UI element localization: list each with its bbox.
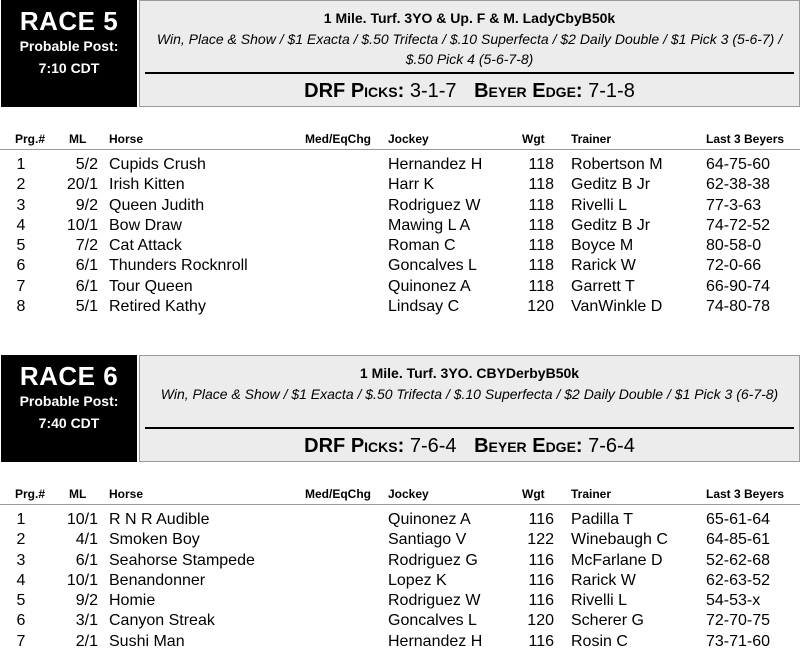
col-wgt: Wgt — [522, 132, 545, 146]
entry-trainer: Rivelli L — [571, 196, 628, 214]
entry-prg: 2 — [16, 176, 26, 194]
race-info-panel — [139, 355, 800, 462]
entry-ml: 5/1 — [75, 298, 98, 316]
entry-horse: Irish Kitten — [109, 176, 185, 194]
entry-trainer: Rosin C — [571, 632, 628, 650]
entry-wgt: 118 — [528, 257, 554, 275]
entry-ml: 2/1 — [75, 632, 98, 650]
entry-last-beyers: 72-0-66 — [706, 257, 762, 275]
entry-ml: 6/1 — [75, 257, 98, 275]
entry-jockey: Rodriguez W — [388, 592, 481, 610]
beyer-edge-value: 7-1-8 — [588, 80, 635, 102]
entry-wgt: 118 — [528, 216, 554, 234]
col-prg: Prg.# — [15, 487, 46, 501]
entry-prg: 4 — [16, 216, 26, 234]
drf-picks-value: 3-1-7 — [409, 80, 457, 102]
beyer-label: Beyer — [474, 435, 527, 457]
race-number: RACE 5 — [19, 6, 119, 36]
entry-horse: Tour Queen — [109, 277, 193, 295]
col-horse: Horse — [109, 132, 144, 146]
entry-trainer: Garrett T — [571, 277, 635, 295]
entry-horse: Canyon Streak — [109, 612, 215, 630]
table-row — [0, 530, 800, 550]
entry-prg: 7 — [16, 277, 26, 295]
entry-prg: 5 — [16, 592, 26, 610]
entry-trainer: Rarick W — [571, 257, 636, 275]
drf-label: DRF — [304, 80, 346, 102]
entry-prg: 3 — [16, 196, 26, 214]
race-wagers: Win, Place & Show / $1 Exacta / $.50 Trifecta / $.10 Superfecta / $2 Daily Double / $1 Pick 3 (6-7-8) — [160, 386, 779, 402]
entry-prg: 8 — [16, 298, 26, 316]
divider — [145, 427, 794, 429]
entry-last-beyers: 80-58-0 — [706, 237, 762, 255]
probable-post-label: Probable Post: — [19, 38, 119, 54]
entry-ml: 4/1 — [75, 531, 98, 549]
entry-last-beyers: 74-72-52 — [706, 216, 771, 234]
entry-wgt: 116 — [528, 632, 554, 650]
beyer-edge-value: 7-6-4 — [588, 435, 635, 457]
picks-line — [140, 79, 799, 103]
entry-ml: 5/2 — [75, 156, 98, 173]
entry-wgt: 122 — [527, 531, 554, 549]
entry-trainer: VanWinkle D — [571, 298, 663, 316]
col-last-beyers: Last 3 Beyers — [706, 487, 785, 501]
race-header — [0, 355, 800, 462]
entry-wgt: 116 — [528, 571, 554, 589]
entry-jockey: Rodriguez G — [388, 551, 478, 569]
entry-horse: Smoken Boy — [109, 531, 200, 549]
entry-last-beyers: 62-63-52 — [706, 571, 771, 589]
race-header — [0, 0, 800, 107]
entry-jockey: Roman C — [388, 237, 456, 255]
entry-horse: Homie — [109, 592, 156, 610]
post-time: 7:10 CDT — [38, 60, 100, 76]
entry-jockey: Hernandez H — [388, 156, 483, 173]
entry-last-beyers: 62-38-38 — [706, 176, 771, 194]
entry-ml: 9/2 — [75, 196, 98, 214]
col-trainer: Trainer — [571, 487, 612, 501]
entry-jockey: Mawing L A — [388, 216, 471, 234]
table-row — [0, 175, 800, 195]
entry-ml: 7/2 — [75, 237, 98, 255]
entry-horse: Bow Draw — [109, 216, 182, 234]
col-wgt: Wgt — [522, 487, 545, 501]
entry-trainer: Rivelli L — [571, 592, 628, 610]
table-row — [0, 196, 800, 216]
entry-wgt: 118 — [528, 237, 554, 255]
entry-ml: 3/1 — [75, 612, 98, 630]
entry-horse: Queen Judith — [109, 196, 205, 214]
table-row — [0, 591, 800, 611]
race-title: 1 Mile. Turf. 3YO. CBYDerbyB50k — [359, 365, 580, 381]
entry-horse: Cupids Crush — [109, 156, 206, 173]
entry-last-beyers: 64-75-60 — [706, 156, 771, 173]
entry-prg: 2 — [16, 531, 26, 549]
drf-picks-value: 7-6-4 — [409, 435, 457, 457]
entries-table — [0, 482, 800, 652]
race-5-section — [0, 0, 800, 316]
entry-ml: 9/2 — [75, 592, 98, 610]
table-header — [0, 127, 800, 150]
entry-prg: 5 — [16, 237, 26, 255]
entry-ml: 10/1 — [66, 571, 98, 589]
entry-wgt: 120 — [527, 298, 554, 316]
entry-wgt: 118 — [528, 156, 554, 173]
race-badge — [1, 0, 137, 107]
entries-body — [0, 150, 800, 317]
entry-trainer: Winebaugh C — [571, 531, 668, 549]
entry-trainer: Scherer G — [571, 612, 644, 630]
entry-ml: 20/1 — [66, 176, 98, 194]
edge-label: Edge: — [532, 435, 583, 457]
entry-trainer: Boyce M — [571, 237, 634, 255]
entry-last-beyers: 74-80-78 — [706, 298, 771, 316]
entry-last-beyers: 73-71-60 — [706, 632, 771, 650]
entry-trainer: McFarlane D — [571, 551, 663, 569]
entry-wgt: 116 — [528, 592, 554, 610]
table-row — [0, 297, 800, 317]
table-row — [0, 611, 800, 631]
entry-horse: Benandonner — [109, 571, 206, 589]
entry-ml: 6/1 — [75, 277, 98, 295]
entry-prg: 6 — [16, 257, 26, 275]
drf-label: DRF — [304, 435, 346, 457]
entry-prg: 4 — [16, 571, 26, 589]
entry-ml: 6/1 — [75, 551, 98, 569]
picks-line — [140, 434, 799, 458]
col-horse: Horse — [109, 487, 144, 501]
table-row — [0, 551, 800, 571]
entry-jockey: Quinonez A — [388, 277, 471, 295]
entry-jockey: Santiago V — [388, 531, 467, 549]
entry-ml: 10/1 — [66, 511, 98, 528]
entry-prg: 3 — [16, 551, 26, 569]
entry-prg: 7 — [16, 632, 26, 650]
picks-label: Picks: — [350, 80, 405, 102]
picks-label: Picks: — [350, 435, 405, 457]
col-trainer: Trainer — [571, 132, 612, 146]
entry-jockey: Lindsay C — [388, 298, 460, 316]
col-jockey: Jockey — [388, 132, 429, 146]
table-row — [0, 256, 800, 276]
entry-last-beyers: 65-61-64 — [706, 511, 771, 528]
table-row — [0, 277, 800, 297]
race-6-section — [0, 355, 800, 650]
entry-wgt: 118 — [528, 196, 554, 214]
divider — [145, 72, 794, 74]
col-med: Med/EqChg — [305, 487, 371, 501]
entries-table — [0, 127, 800, 317]
entry-horse: Seahorse Stampede — [109, 551, 255, 569]
table-row — [0, 632, 800, 652]
table-row — [0, 216, 800, 236]
col-jockey: Jockey — [388, 487, 429, 501]
col-ml: ML — [69, 132, 87, 146]
entry-wgt: 116 — [528, 551, 554, 569]
entry-trainer: Padilla T — [571, 511, 633, 528]
entry-jockey: Harr K — [388, 176, 435, 194]
entries-body — [0, 505, 800, 652]
entry-horse: Sushi Man — [109, 632, 185, 650]
entry-horse: R N R Audible — [109, 511, 210, 528]
entry-wgt: 118 — [528, 277, 554, 295]
entry-jockey: Quinonez A — [388, 511, 471, 528]
entry-last-beyers: 64-85-61 — [706, 531, 771, 549]
race-wagers: Win, Place & Show / $1 Exacta / $.50 Trifecta / $.10 Superfecta / $2 Daily Double / $1 Pick 3 (5-6-7) / $.50 Pick 4 (5-6-7-8) — [156, 31, 783, 67]
entry-trainer: Geditz B Jr — [571, 216, 651, 234]
entry-prg: 1 — [16, 511, 26, 528]
entry-horse: Retired Kathy — [109, 298, 206, 316]
entry-last-beyers: 54-53-x — [706, 592, 761, 610]
table-row — [0, 571, 800, 591]
entry-jockey: Goncalves L — [388, 257, 477, 275]
entry-last-beyers: 77-3-63 — [706, 196, 762, 214]
race-info-panel — [139, 0, 800, 107]
entry-wgt: 118 — [528, 176, 554, 194]
beyer-label: Beyer — [474, 80, 527, 102]
entry-prg: 6 — [16, 612, 26, 630]
edge-label: Edge: — [532, 80, 583, 102]
entry-jockey: Lopez K — [388, 571, 447, 589]
table-row — [0, 155, 800, 175]
entry-prg: 1 — [16, 156, 26, 173]
entry-jockey: Hernandez H — [388, 632, 483, 650]
col-med: Med/EqChg — [305, 132, 371, 146]
entry-trainer: Robertson M — [571, 156, 663, 173]
entry-jockey: Rodriguez W — [388, 196, 481, 214]
entry-jockey: Goncalves L — [388, 612, 477, 630]
col-prg: Prg.# — [15, 132, 46, 146]
entry-wgt: 116 — [528, 511, 554, 528]
entry-last-beyers: 52-62-68 — [706, 551, 771, 569]
col-ml: ML — [69, 487, 87, 501]
entry-last-beyers: 72-70-75 — [706, 612, 771, 630]
entry-trainer: Rarick W — [571, 571, 636, 589]
probable-post-label: Probable Post: — [19, 393, 119, 409]
race-number: RACE 6 — [19, 361, 119, 391]
table-row — [0, 510, 800, 530]
table-row — [0, 236, 800, 256]
entry-horse: Cat Attack — [109, 237, 182, 255]
entry-wgt: 120 — [527, 612, 554, 630]
post-time: 7:40 CDT — [38, 415, 100, 431]
table-header — [0, 482, 800, 505]
entry-horse: Thunders Rocknroll — [109, 257, 248, 275]
race-title: 1 Mile. Turf. 3YO & Up. F & M. LadyCbyB50k — [323, 10, 616, 26]
entry-trainer: Geditz B Jr — [571, 176, 651, 194]
race-badge — [1, 355, 137, 462]
col-last-beyers: Last 3 Beyers — [706, 132, 785, 146]
entry-last-beyers: 66-90-74 — [706, 277, 771, 295]
entry-ml: 10/1 — [66, 216, 98, 234]
